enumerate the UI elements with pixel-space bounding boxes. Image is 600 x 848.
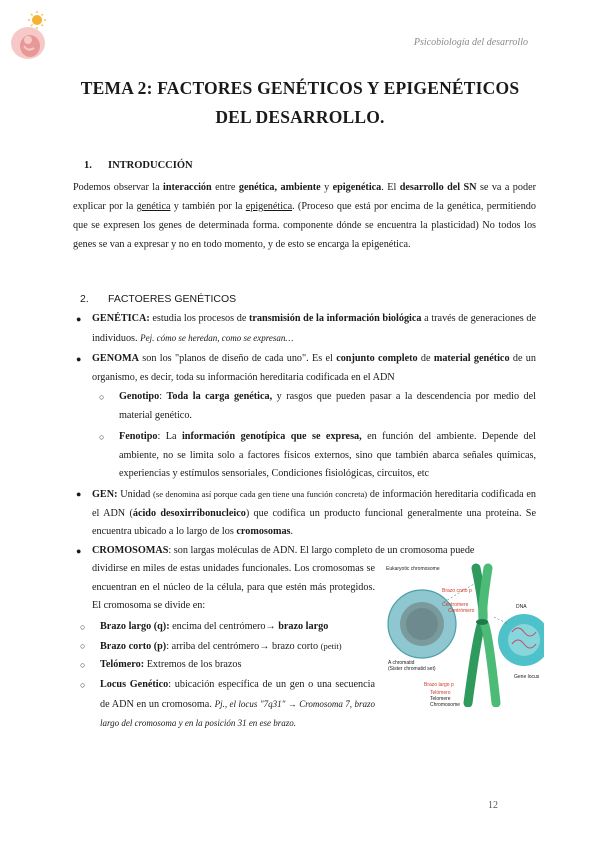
label-chromosome: Chromosome — [430, 702, 461, 707]
running-header: Psicobiología del desarrollo — [413, 37, 528, 48]
label-centromero: Centrómero — [448, 608, 475, 614]
page-number: 12 — [488, 800, 498, 811]
label-telomero: Telómero — [430, 690, 451, 696]
label-brazo-largo: Brazo largo p — [424, 682, 454, 688]
sub-item-fenotipo: ○ Fenotipo: La información genotípica que se expresa, en función del ambiente. Depende del ambiente, no se limita solo a factores físicos externos, sino que también abarca señales químicas, experiencias y estímulos sensoriales, Condiciones fisiológicas, circuitos, etc — [119, 428, 536, 484]
circle-bullet-icon: ○ — [80, 622, 86, 632]
label-chromatid-sub: (Sister chromatid set) — [388, 666, 436, 672]
bullet-icon: ● — [76, 489, 82, 499]
page-title-line-1: TEMA 2: FACTORES GENÉTICOS Y EPIGENÉTICOS — [80, 78, 520, 98]
label-chromatid: A chromatid — [388, 660, 415, 666]
label-brazo-corto: Brazo corto p — [442, 588, 472, 594]
bullet-icon: ● — [76, 314, 82, 324]
part-telomero: ○ Telómero: Extremos de los brazos — [100, 656, 375, 675]
label-gene-locus: Gene locus — [514, 674, 540, 680]
label-centromere: Centromere — [442, 602, 469, 608]
label-telomere: Telomere — [430, 696, 451, 702]
circle-bullet-icon: ○ — [99, 392, 105, 402]
part-locus-genetico: ○ Locus Genético: ubicación específica de un gen o una secuencia de ADN en un cromosoma. Pj., el locus "7q31" → Cromosoma 7, brazo largo del cromosoma y en la posición 31 en ese brazo. — [100, 676, 375, 734]
label-eukaryotic: Eukaryotic chromosome — [386, 566, 440, 572]
section-2-heading: 2. FACTOERES GENÉTICOS — [80, 293, 237, 305]
part-brazo-corto: ○ Brazo corto (p): arriba del centrómero→ brazo corto (petit) — [100, 637, 375, 657]
intro-paragraph: Podemos observar la interacción entre genética, ambiente y epigenética. El desarrollo del SN se va a poder explicar por la genética y también por la epigenética. (Proceso que está por encima de la genética, permitiendo que se expresen los genes de determinada forma. componente dónde se encuentra la plasticidad) No todos los genes se van a expresar y no en todo momento, y de esto se encarga la epigenética. — [73, 182, 536, 250]
list-item-genetica: ● GENÉTICA: estudia los procesos de transmisión de la información biológica a través de generaciones de individuos. Pej. cómo se heredan, como se expresan… — [92, 310, 536, 348]
chromosome-diagram — [384, 562, 544, 707]
bullet-icon: ● — [76, 354, 82, 364]
list-item-cromosomas: ● CROMOSOMAS: son largas moléculas de ADN. El largo completo de un cromosoma puede — [92, 542, 536, 561]
brain-logo-icon — [6, 10, 50, 62]
list-item-genoma: ● GENOMA son los "planos de diseño de cada uno". Es el conjunto completo de material genético de un organismo, es decir, toda su información hereditaria codificada en el ADN — [92, 350, 536, 387]
bullet-icon: ● — [76, 546, 82, 556]
cromosomas-continuation: dividirse en miles de estas unidades funcionales. Los cromosomas se encuentran en el núcleo de la célula, para que estén más protegidos. El cromosoma se divide en: — [92, 563, 375, 611]
circle-bullet-icon: ○ — [99, 432, 105, 442]
part-brazo-largo: ○ Brazo largo (q): encima del centrómero→ brazo largo — [100, 618, 375, 637]
circle-bullet-icon: ○ — [80, 641, 86, 651]
label-dna: DNA — [516, 604, 527, 610]
page-title-line-2: DEL DESARROLLO. — [215, 107, 385, 127]
section-1-heading: 1. INTRODUCCIÓN — [84, 160, 193, 171]
sub-item-genotipo: ○ Genotipo: Toda la carga genética, y rasgos que pueden pasar a la descendencia por medio del material genético. — [119, 388, 536, 425]
list-item-gen: ● GEN: Unidad (se denomina así porque cada gen tiene una función concreta) de información hereditaria codificada en el ADN (ácido desoxirribonucleico) que codifica un producto funcional generalmente una proteína. Se encuentra ubicado a lo largo de los cromosomas. — [92, 485, 536, 542]
chromosome-x-shape — [468, 568, 496, 703]
circle-bullet-icon: ○ — [80, 660, 86, 670]
circle-bullet-icon: ○ — [80, 680, 86, 690]
